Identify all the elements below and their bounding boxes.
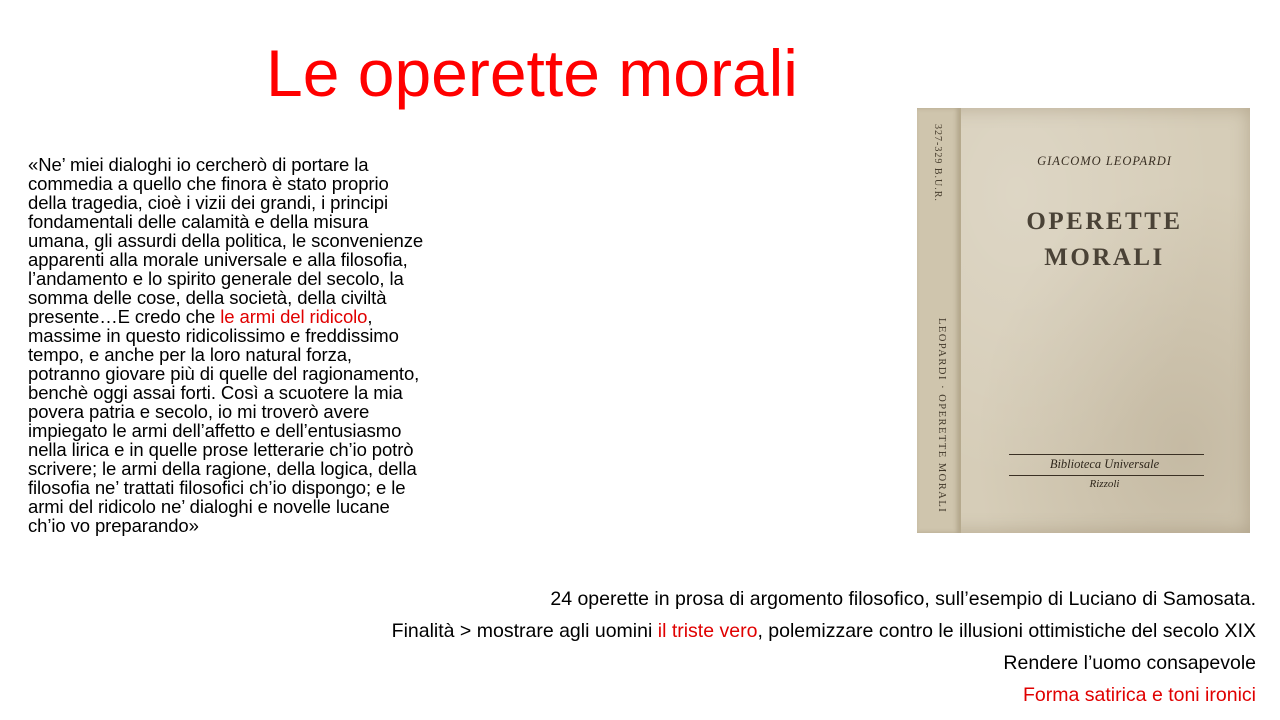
quote-line: tempo, e anche per la loro natural forza, (28, 344, 352, 365)
quote-line: della tragedia, cioè i vizii dei grandi, i principi (28, 192, 388, 213)
cover-rule (1009, 475, 1204, 476)
note-text: , polemizzare contro le illusioni ottimistiche del secolo XIX (757, 620, 1256, 642)
note-line: Rendere l’uomo consapevole (1003, 652, 1256, 674)
quote-line: impiegato le armi dell’affetto e dell’entusiasmo (28, 420, 402, 441)
book-spine (917, 108, 961, 533)
quote-line: massime in questo ridicolissimo e freddissimo (28, 325, 399, 346)
summary-notes (256, 583, 1256, 711)
quote-line: umana, gli assurdi della politica, le sconvenienze (28, 230, 424, 251)
book-title-line: OPERETTE (1026, 208, 1183, 235)
leopardi-quote (28, 155, 498, 535)
quote-line: «Ne’ miei dialoghi io cercherò di portare la (28, 154, 369, 175)
book-author: GIACOMO LEOPARDI (1037, 154, 1172, 168)
quote-text: presente…E credo che (28, 306, 221, 327)
quote-line-highlight (28, 307, 498, 326)
quote-line: benchè oggi assai forti. Così a scuotere la mia (28, 382, 403, 403)
note-line (256, 615, 1256, 647)
highlight-armi-del-ridicolo: le armi del ridicolo (220, 306, 368, 327)
quote-line: potranno giovare più di quelle del ragionamento, (28, 363, 420, 384)
quote-line: nella lirica e in quelle prose letterarie ch’io potrò (28, 439, 414, 460)
quote-line: ch’io vo preparando» (28, 515, 199, 536)
quote-line: commedia a quello che finora è stato proprio (28, 173, 389, 194)
book-title (959, 204, 1250, 276)
note-line-highlight: Forma satirica e toni ironici (1023, 684, 1256, 706)
quote-line: armi del ridicolo ne’ dialoghi e novelle lucane (28, 496, 390, 517)
quote-line: l’andamento e lo spirito generale del secolo, la (28, 268, 404, 289)
quote-line: somma delle cose, della società, della civiltà (28, 287, 387, 308)
quote-line: apparenti alla morale universale e alla filosofia, (28, 249, 408, 270)
book-cover-image (917, 108, 1250, 533)
book-publisher: Rizzoli (1089, 478, 1120, 490)
cover-rule (1009, 454, 1204, 455)
quote-line: povera patria e secolo, io mi troverò avere (28, 401, 370, 422)
note-line: 24 operette in prosa di argomento filosofico, sull’esempio di Luciano di Samosata. (550, 588, 1256, 610)
quote-line: scrivere; le armi della ragione, della logica, della (28, 458, 417, 479)
slide-title: Le operette morali (266, 36, 798, 110)
book-series: Biblioteca Universale (1049, 457, 1160, 471)
book-title-line: MORALI (1044, 244, 1165, 271)
highlight-triste-vero: il triste vero (657, 620, 758, 642)
spine-code: 327-329 B.U.R. (932, 124, 943, 202)
spine-title: LEOPARDI · OPERETTE MORALI (936, 318, 947, 514)
quote-line: fondamentali delle calamità e della misura (28, 211, 369, 232)
quote-line: filosofia ne’ trattati filosofici ch’io dispongo; e le (28, 477, 406, 498)
quote-text: , (367, 306, 373, 327)
note-text: Finalità > mostrare agli uomini (391, 620, 658, 642)
